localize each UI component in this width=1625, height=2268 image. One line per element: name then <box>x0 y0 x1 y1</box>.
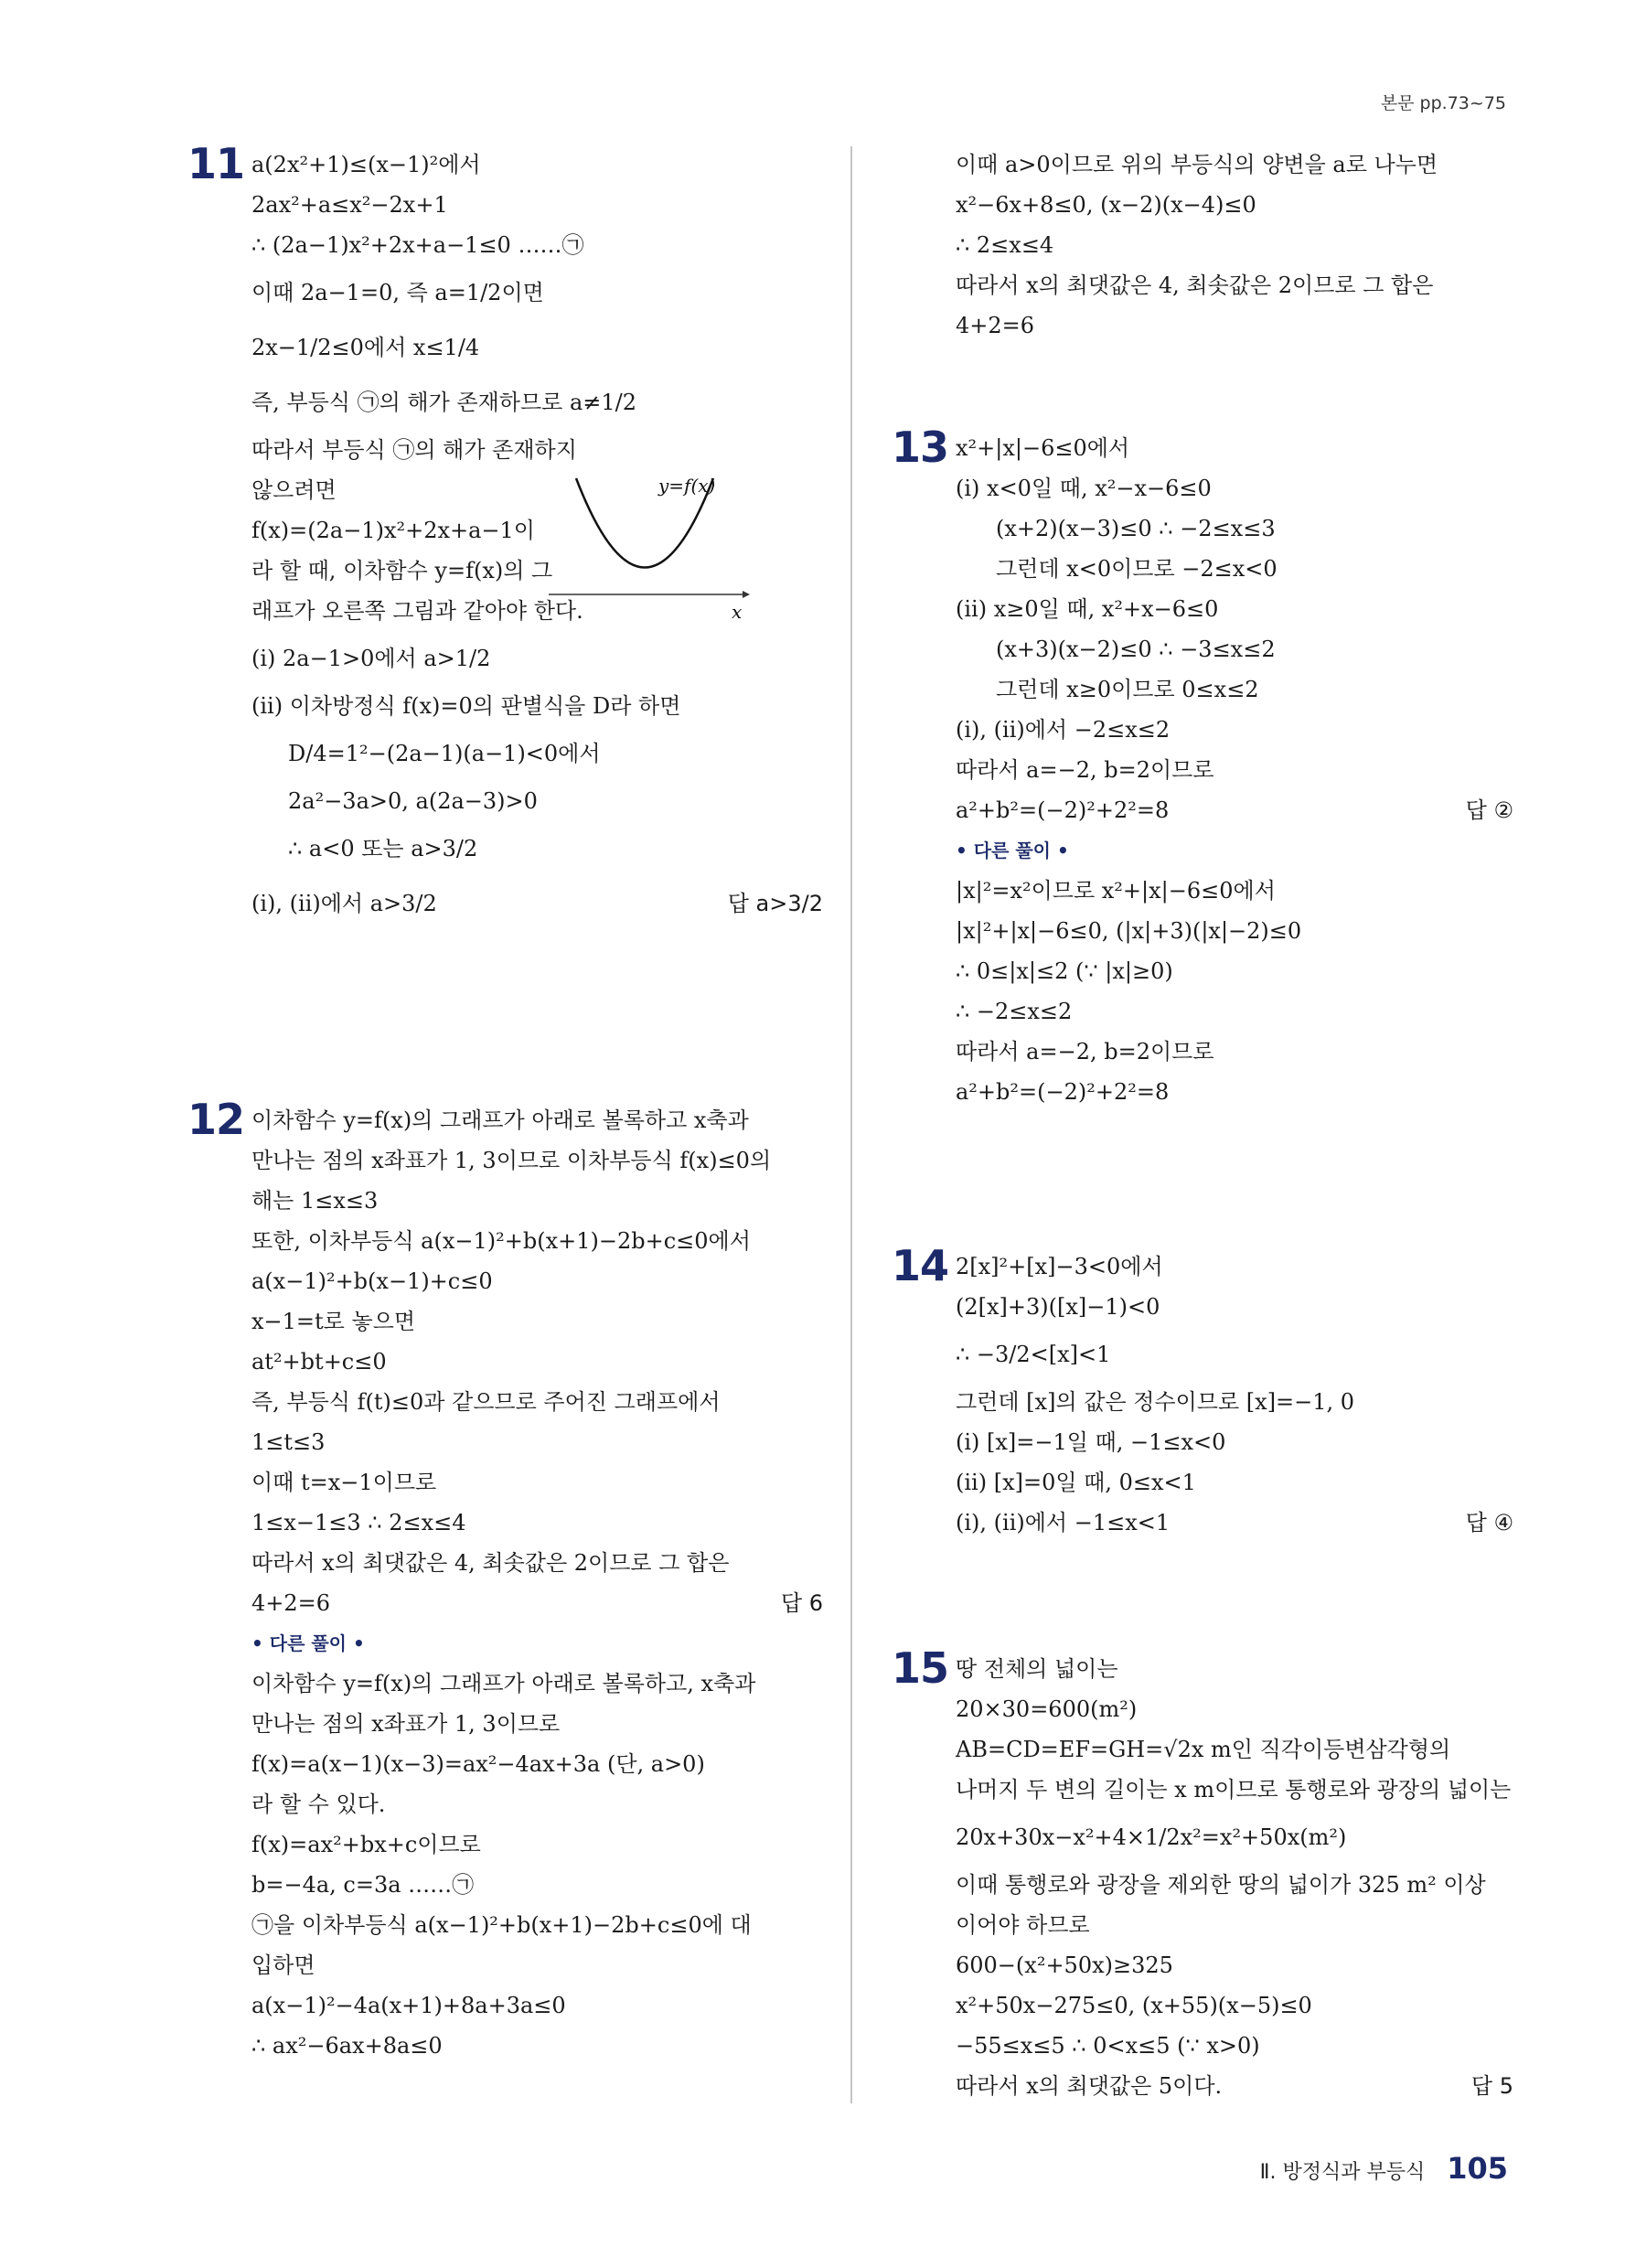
left-column <box>187 139 823 2066</box>
solution-line: a²+b²=(−2)²+2²=8 <box>956 1079 1170 1105</box>
solution-line: x−1=t로 놓으면 <box>251 1309 416 1334</box>
solution-line: (ⅱ) 이차방정식 f(x)=0의 판별식을 D라 하면 <box>251 693 681 719</box>
solution-line: 또한, 이차부등식 a(x−1)²+b(x+1)−2b+c≤0에서 <box>251 1228 751 1254</box>
solution-line: b=−4a, c=3a ……㉠ <box>251 1872 475 1898</box>
parabola-graph <box>549 474 750 625</box>
solution-line: 이차함수 y=f(x)의 그래프가 아래로 볼록하고, x축과 <box>251 1671 756 1696</box>
solution-line: 4+2=6 <box>956 313 1035 338</box>
solution-line: (x+3)(x−2)≤0 ∴ −3≤x≤2 <box>996 637 1276 662</box>
solution-line: 따라서 a=−2, b=2이므로 <box>956 1039 1214 1064</box>
solution-line: ∴ 2≤x≤4 <box>956 232 1054 258</box>
answer: 답 ② <box>1465 797 1513 823</box>
solution-line: 이때 t=x−1이므로 <box>251 1470 437 1495</box>
page-footer <box>1260 2151 1508 2186</box>
solution-line: 1≤t≤3 <box>251 1429 326 1455</box>
solution-text: (ⅰ), (ⅱ)에서 a>3/2 <box>251 891 437 916</box>
solution-line: ∴ −2≤x≤2 <box>956 999 1073 1024</box>
solution-line: 이때 통행로와 광장을 제외한 땅의 넓이가 325 m² 이상 <box>956 1872 1486 1898</box>
solution-text: 4+2=6 <box>251 1590 331 1616</box>
solution-line: 이때 2a−1=0, 즉 a=1/2이면 <box>251 280 544 305</box>
solution-line <box>251 1583 823 1623</box>
solution-line: f(x)=ax²+bx+c이므로 <box>251 1832 481 1857</box>
solution-text: 따라서 x의 최댓값은 5이다. <box>956 2073 1223 2099</box>
solution-line: 20x+30x−x²+4×1/2x²=x²+50x(m²) <box>956 1824 1347 1850</box>
solution-line: 라 할 때, 이차함수 y=f(x)의 그 <box>251 558 553 583</box>
solution-line: ∴ a<0 또는 a>3/2 <box>288 836 478 861</box>
solution-line: (2[x]+3)([x]−1)<0 <box>956 1294 1160 1320</box>
solution-line <box>956 1503 1513 1543</box>
solution-line: 즉, 부등식 ㉠의 해가 존재하므로 a≠1/2 <box>251 390 637 415</box>
alternative-solution-label: • 다른 풀이 • <box>956 840 1069 861</box>
problem-number: 14 <box>892 1241 949 1290</box>
solution-line: 1≤x−1≤3 ∴ 2≤x≤4 <box>251 1510 466 1535</box>
solution-line: 따라서 a=−2, b=2이므로 <box>956 757 1214 783</box>
solution-line: 만나는 점의 x좌표가 1, 3이므로 <box>251 1711 561 1737</box>
x-axis-arrow-icon <box>743 591 750 598</box>
solution-line: 이차함수 y=f(x)의 그래프가 아래로 볼록하고 x축과 <box>251 1107 749 1133</box>
problem-11 <box>187 139 823 1036</box>
solution-line: 2x−1/2≤0에서 x≤1/4 <box>251 335 480 360</box>
solution-line: 즉, 부등식 f(t)≤0과 같으므로 주어진 그래프에서 <box>251 1389 721 1415</box>
solution-line: ∴ (2a−1)x²+2x+a−1≤0 ……㉠ <box>251 232 584 258</box>
solution-line: (ⅱ) [x]=0일 때, 0≤x<1 <box>956 1470 1196 1495</box>
answer: 답 a>3/2 <box>727 891 823 916</box>
solution-line: a(2x²+1)≤(x−1)²에서 <box>251 152 481 177</box>
solution-line: AB=CD=EF=GH=√2x m인 직각이등변삼각형의 <box>956 1737 1451 1762</box>
solution-line: 해는 1≤x≤3 <box>251 1188 379 1214</box>
graph-label: y=f(x) <box>658 475 716 497</box>
solution-line: (ⅰ) [x]=−1일 때, −1≤x<0 <box>956 1429 1226 1455</box>
problem-number: 11 <box>187 139 245 188</box>
solution-line: 그런데 x<0이므로 −2≤x<0 <box>996 556 1278 582</box>
solution-line: (ⅰ) x<0일 때, x²−x−6≤0 <box>956 476 1212 501</box>
problem-14 <box>892 1241 1513 1649</box>
alternative-solution-label: • 다른 풀이 • <box>251 1632 365 1654</box>
column-divider <box>850 146 852 2103</box>
solution-line: ㉠을 이차부등식 a(x−1)²+b(x+1)−2b+c≤0에 대 <box>251 1912 752 1938</box>
solution-line: 그런데 x≥0이므로 0≤x≤2 <box>996 677 1259 702</box>
page-number: 105 <box>1447 2151 1508 2186</box>
solution-line: ∴ 0≤|x|≤2 (∵ |x|≥0) <box>956 958 1173 984</box>
solution-line <box>251 876 823 931</box>
solution-line <box>956 790 1513 830</box>
solution-line: 않으려면 <box>251 477 337 503</box>
solution-text: a²+b²=(−2)²+2²=8 <box>956 797 1170 823</box>
solution-line: −55≤x≤5 ∴ 0<x≤5 (∵ x>0) <box>956 2033 1260 2059</box>
problem-number: 15 <box>892 1643 949 1693</box>
answer: 답 5 <box>1470 2073 1513 2099</box>
page-reference: 본문 pp.73~75 <box>1380 93 1506 113</box>
answer: 답 6 <box>780 1590 823 1616</box>
solution-line: x²−6x+8≤0, (x−2)(x−4)≤0 <box>956 192 1256 218</box>
problem-13 <box>892 423 1513 1246</box>
solution-line: 따라서 x의 최댓값은 4, 최솟값은 2이므로 그 합은 <box>956 273 1434 298</box>
solution-line: 래프가 오른쪽 그림과 같아야 한다. <box>251 598 583 624</box>
solution-line <box>956 2066 1513 2106</box>
solution-line: |x|²+|x|−6≤0, (|x|+3)(|x|−2)≤0 <box>956 918 1302 944</box>
solution-line: at²+bt+c≤0 <box>251 1349 387 1375</box>
right-column <box>892 144 1513 2106</box>
solution-line: x²+50x−275≤0, (x+55)(x−5)≤0 <box>956 1993 1312 2018</box>
problem-15 <box>892 1643 1513 2106</box>
solution-line: 나머지 두 변의 길이는 x m이므로 통행로와 광장의 넓이는 <box>956 1777 1512 1803</box>
solution-line: 입하면 <box>251 1952 315 1978</box>
solution-line: 따라서 부등식 ㉠의 해가 존재하지 <box>251 437 577 463</box>
solution-line: 2[x]²+[x]−3<0에서 <box>956 1254 1163 1279</box>
solution-line: 20×30=600(m²) <box>956 1696 1138 1722</box>
solution-line: ∴ −3/2<[x]<1 <box>956 1342 1111 1367</box>
solution-line: 2a²−3a>0, a(2a−3)>0 <box>288 788 538 814</box>
solution-line: f(x)=a(x−1)(x−3)=ax²−4ax+3a (단, a>0) <box>251 1751 705 1777</box>
solution-line: (ⅱ) x≥0일 때, x²+x−6≤0 <box>956 596 1219 622</box>
solution-line: 따라서 x의 최댓값은 4, 최솟값은 2이므로 그 합은 <box>251 1550 730 1576</box>
solution-line: 이어야 하므로 <box>956 1912 1090 1938</box>
x-axis-label: x <box>732 601 743 623</box>
solution-line: 땅 전체의 넓이는 <box>956 1656 1118 1682</box>
solution-line: ∴ ax²−6ax+8a≤0 <box>251 2033 443 2059</box>
problem-number: 12 <box>187 1095 245 1144</box>
problem-number: 13 <box>892 423 949 472</box>
solution-line: 600−(x²+50x)≥325 <box>956 1952 1173 1978</box>
solution-line: (x+2)(x−3)≤0 ∴ −2≤x≤3 <box>996 516 1276 541</box>
solution-line: 라 할 수 있다. <box>251 1792 386 1817</box>
solution-line: x²+|x|−6≤0에서 <box>956 435 1130 461</box>
solution-line: a(x−1)²−4a(x+1)+8a+3a≤0 <box>251 1993 566 2018</box>
chapter-title: Ⅱ. 방정식과 부등식 <box>1259 2161 1426 2184</box>
solution-line: 이때 a>0이므로 위의 부등식의 양변을 a로 나누면 <box>956 152 1438 177</box>
answer: 답 ④ <box>1465 1510 1513 1535</box>
solution-line: 만나는 점의 x좌표가 1, 3이므로 이차부등식 f(x)≤0의 <box>251 1148 772 1173</box>
solution-line: a(x−1)²+b(x−1)+c≤0 <box>251 1268 493 1294</box>
solution-line: D/4=1²−(2a−1)(a−1)<0에서 <box>288 741 601 766</box>
solution-line: 그런데 [x]의 값은 정수이므로 [x]=−1, 0 <box>956 1389 1355 1415</box>
solution-line: 2ax²+a≤x²−2x+1 <box>251 192 448 218</box>
problem-12-continued <box>892 144 1513 428</box>
solution-line: f(x)=(2a−1)x²+2x+a−1이 <box>251 518 535 543</box>
solution-text: (ⅰ), (ⅱ)에서 −1≤x<1 <box>956 1510 1171 1535</box>
problem-12 <box>187 1095 823 2066</box>
solution-line: (ⅰ) 2a−1>0에서 a>1/2 <box>251 646 491 671</box>
solution-line: |x|²=x²이므로 x²+|x|−6≤0에서 <box>956 878 1276 904</box>
solution-line: (ⅰ), (ⅱ)에서 −2≤x≤2 <box>956 717 1171 743</box>
